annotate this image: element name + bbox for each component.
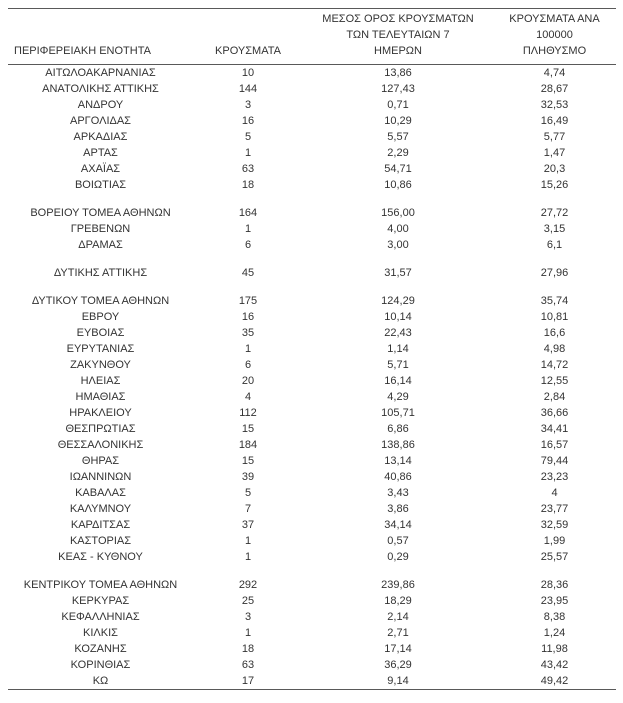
cases-cell: 1 bbox=[244, 343, 252, 355]
avg7days-cell: 5,57 bbox=[387, 131, 409, 143]
per100k-cell: 20,3 bbox=[543, 163, 566, 175]
header-per100k-line1: ΚΡΟΥΣΜΑΤΑ ΑΝΑ 100000 bbox=[509, 13, 600, 41]
cases-cell: 45 bbox=[241, 267, 255, 279]
avg7days-cell: 9,14 bbox=[387, 675, 409, 687]
avg7days-cell: 4,00 bbox=[387, 223, 409, 235]
region-cell: ΚΑΣΤΟΡΙΑΣ bbox=[69, 535, 132, 547]
table-row bbox=[8, 341, 616, 357]
region-cell: ΚΩ bbox=[92, 675, 109, 687]
header-region-label: ΠΕΡΙΦΕΡΕΙΑΚΗ ΕΝΟΤΗΤΑ bbox=[14, 45, 151, 57]
region-cell: ΔΥΤΙΚΗΣ ΑΤΤΙΚΗΣ bbox=[53, 267, 148, 279]
region-cell: ΚΕΡΚΥΡΑΣ bbox=[71, 595, 130, 607]
header-per100k bbox=[493, 9, 616, 65]
header-row bbox=[8, 9, 616, 65]
cases-cell: 1 bbox=[244, 147, 252, 159]
region-cell: ΚΑΛΥΜΝΟΥ bbox=[69, 503, 132, 515]
avg7days-cell: 36,29 bbox=[384, 659, 412, 671]
region-cell: ΚΕΝΤΡΙΚΟΥ ΤΟΜΕΑ ΑΘΗΝΩΝ bbox=[23, 579, 178, 591]
region-cell: ΑΡΓΟΛΙΔΑΣ bbox=[70, 115, 131, 127]
table-row bbox=[8, 293, 616, 309]
per100k-cell: 28,36 bbox=[540, 579, 569, 591]
per100k-cell: 14,72 bbox=[540, 359, 569, 371]
table-row bbox=[8, 373, 616, 389]
cases-cell: 1 bbox=[244, 223, 252, 235]
region-cell: ΑΡΚΑΔΙΑΣ bbox=[73, 131, 128, 143]
region-cell: ΙΩΑΝΝΙΝΩΝ bbox=[69, 471, 132, 483]
avg7days-cell: 40,86 bbox=[384, 471, 412, 483]
group-gap bbox=[8, 281, 616, 293]
avg7days-cell: 4,29 bbox=[387, 391, 409, 403]
region-cell: ΑΧΑΪΑΣ bbox=[80, 163, 121, 175]
region-cell: ΕΥΒΟΙΑΣ bbox=[76, 327, 125, 339]
region-cell: ΑΙΤΩΛΟΑΚΑΡΝΑΝΙΑΣ bbox=[45, 67, 156, 79]
group-gap-cell bbox=[8, 193, 616, 205]
region-cell: ΘΕΣΣΑΛΟΝΙΚΗΣ bbox=[57, 439, 144, 451]
avg7days-cell: 31,57 bbox=[384, 267, 412, 279]
header-avg7days-line2: ΤΩΝ ΤΕΛΕΥΤΑΙΩΝ 7 bbox=[346, 29, 450, 41]
header-per100k-line2: ΠΛΗΘΥΣΜΟ bbox=[522, 45, 587, 57]
cases-cell: 1 bbox=[244, 551, 252, 563]
avg7days-cell: 54,71 bbox=[384, 163, 412, 175]
per100k-cell: 36,66 bbox=[540, 407, 569, 419]
cases-cell: 39 bbox=[241, 471, 255, 483]
cases-cell: 5 bbox=[244, 487, 252, 499]
per100k-cell: 10,81 bbox=[540, 311, 569, 323]
per100k-cell: 12,55 bbox=[540, 375, 569, 387]
region-cell: ΓΡΕΒΕΝΩΝ bbox=[70, 223, 131, 235]
region-cell: ΕΒΡΟΥ bbox=[81, 311, 120, 323]
table-row bbox=[8, 145, 616, 161]
region-cell: ΖΑΚΥΝΘΟΥ bbox=[70, 359, 131, 371]
cases-cell: 164 bbox=[238, 207, 258, 219]
avg7days-cell: 18,29 bbox=[384, 595, 412, 607]
table-row bbox=[8, 517, 616, 533]
table-row bbox=[8, 265, 616, 281]
cases-cell: 3 bbox=[244, 99, 252, 111]
avg7days-cell: 127,43 bbox=[381, 83, 415, 95]
table-row bbox=[8, 65, 616, 82]
avg7days-cell: 0,57 bbox=[387, 535, 409, 547]
region-cell: ΚΑΒΑΛΑΣ bbox=[75, 487, 126, 499]
cases-cell: 20 bbox=[241, 375, 255, 387]
region-cell: ΗΡΑΚΛΕΙΟΥ bbox=[69, 407, 132, 419]
cases-cell: 15 bbox=[241, 455, 255, 467]
per100k-cell: 8,38 bbox=[543, 611, 566, 623]
region-cell: ΚΟΖΑΝΗΣ bbox=[74, 643, 127, 655]
table-row bbox=[8, 161, 616, 177]
per100k-cell: 4,98 bbox=[543, 343, 566, 355]
cases-cell: 25 bbox=[241, 595, 255, 607]
table-row bbox=[8, 221, 616, 237]
avg7days-cell: 2,71 bbox=[387, 627, 409, 639]
region-cell: ΚΕΦΑΛΛΗΝΙΑΣ bbox=[61, 611, 140, 623]
avg7days-cell: 2,29 bbox=[387, 147, 409, 159]
cases-cell: 292 bbox=[238, 579, 258, 591]
per100k-cell: 79,44 bbox=[540, 455, 569, 467]
per100k-cell: 5,77 bbox=[543, 131, 566, 143]
per100k-cell: 16,57 bbox=[540, 439, 569, 451]
table-row bbox=[8, 609, 616, 625]
avg7days-cell: 3,86 bbox=[387, 503, 409, 515]
table-row bbox=[8, 97, 616, 113]
cases-cell: 1 bbox=[244, 627, 252, 639]
region-cell: ΕΥΡΥΤΑΝΙΑΣ bbox=[66, 343, 135, 355]
table-row bbox=[8, 113, 616, 129]
group-gap bbox=[8, 193, 616, 205]
cases-cell: 4 bbox=[244, 391, 252, 403]
cases-cell: 184 bbox=[238, 439, 258, 451]
region-cell: ΚΑΡΔΙΤΣΑΣ bbox=[70, 519, 131, 531]
cases-cell: 6 bbox=[244, 239, 252, 251]
per100k-cell: 49,42 bbox=[540, 675, 569, 687]
group-gap-cell bbox=[8, 281, 616, 293]
header-avg7days-line3: ΗΜΕΡΩΝ bbox=[374, 45, 422, 57]
per100k-cell: 43,42 bbox=[540, 659, 569, 671]
per100k-cell: 16,49 bbox=[540, 115, 569, 127]
header-avg7days bbox=[303, 9, 493, 65]
per100k-cell: 35,74 bbox=[540, 295, 569, 307]
avg7days-cell: 34,14 bbox=[384, 519, 412, 531]
avg7days-cell: 10,29 bbox=[384, 115, 412, 127]
table-row bbox=[8, 641, 616, 657]
table-row bbox=[8, 205, 616, 221]
cases-cell: 15 bbox=[241, 423, 255, 435]
avg7days-cell: 16,14 bbox=[384, 375, 412, 387]
avg7days-cell: 6,86 bbox=[387, 423, 409, 435]
cases-cell: 18 bbox=[241, 643, 255, 655]
per100k-cell: 11,98 bbox=[541, 643, 568, 655]
cases-cell: 18 bbox=[241, 179, 255, 191]
region-cell: ΗΛΕΙΑΣ bbox=[80, 375, 121, 387]
per100k-cell: 4,74 bbox=[543, 67, 566, 79]
cases-cell: 63 bbox=[241, 163, 255, 175]
avg7days-cell: 10,86 bbox=[384, 179, 412, 191]
group-gap bbox=[8, 253, 616, 265]
header-avg7days-line1: ΜΕΣΟΣ ΟΡΟΣ ΚΡΟΥΣΜΑΤΩΝ bbox=[322, 13, 474, 25]
region-cell: ΔΡΑΜΑΣ bbox=[78, 239, 123, 251]
table-row bbox=[8, 533, 616, 549]
region-cell: ΑΝΑΤΟΛΙΚΗΣ ΑΤΤΙΚΗΣ bbox=[42, 83, 159, 95]
per100k-cell: 1,99 bbox=[543, 535, 566, 547]
avg7days-cell: 0,71 bbox=[387, 99, 409, 111]
table-header bbox=[8, 9, 616, 65]
cases-cell: 63 bbox=[241, 659, 255, 671]
table-row bbox=[8, 389, 616, 405]
table-row bbox=[8, 405, 616, 421]
cases-cell: 5 bbox=[244, 131, 252, 143]
cases-cell: 7 bbox=[244, 503, 252, 515]
table-row bbox=[8, 81, 616, 97]
avg7days-cell: 1,14 bbox=[387, 343, 409, 355]
per100k-cell: 16,6 bbox=[543, 327, 566, 339]
per100k-cell: 23,95 bbox=[540, 595, 569, 607]
cases-cell: 1 bbox=[244, 535, 252, 547]
cases-cell: 175 bbox=[238, 295, 258, 307]
cases-cell: 16 bbox=[241, 311, 255, 323]
cases-cell: 17 bbox=[241, 675, 255, 687]
regional-cases-table bbox=[8, 8, 616, 690]
avg7days-cell: 2,14 bbox=[387, 611, 409, 623]
per100k-cell: 4 bbox=[551, 487, 558, 499]
header-region bbox=[8, 9, 193, 65]
per100k-cell: 1,24 bbox=[543, 627, 566, 639]
header-cases bbox=[193, 9, 303, 65]
avg7days-cell: 105,71 bbox=[381, 407, 415, 419]
region-cell: ΘΗΡΑΣ bbox=[81, 455, 120, 467]
cases-cell: 6 bbox=[244, 359, 252, 371]
per100k-cell: 34,41 bbox=[540, 423, 569, 435]
cases-cell: 144 bbox=[238, 83, 258, 95]
region-cell: ΘΕΣΠΡΩΤΙΑΣ bbox=[65, 423, 136, 435]
avg7days-cell: 156,00 bbox=[381, 207, 415, 219]
avg7days-cell: 138,86 bbox=[381, 439, 415, 451]
table-row bbox=[8, 657, 616, 673]
per100k-cell: 25,57 bbox=[540, 551, 569, 563]
table-row bbox=[8, 549, 616, 565]
cases-cell: 35 bbox=[241, 327, 255, 339]
region-cell: ΑΝΔΡΟΥ bbox=[77, 99, 124, 111]
region-cell: ΔΥΤΙΚΟΥ ΤΟΜΕΑ ΑΘΗΝΩΝ bbox=[31, 295, 170, 307]
table-row bbox=[8, 577, 616, 593]
region-cell: ΒΟΡΕΙΟΥ ΤΟΜΕΑ ΑΘΗΝΩΝ bbox=[30, 207, 171, 219]
per100k-cell: 1,47 bbox=[543, 147, 566, 159]
avg7days-cell: 3,43 bbox=[387, 487, 409, 499]
table-body bbox=[8, 65, 616, 690]
avg7days-cell: 17,14 bbox=[384, 643, 412, 655]
per100k-cell: 28,67 bbox=[540, 83, 569, 95]
table-row bbox=[8, 593, 616, 609]
region-cell: ΒΟΙΩΤΙΑΣ bbox=[74, 179, 127, 191]
avg7days-cell: 10,14 bbox=[384, 311, 412, 323]
avg7days-cell: 239,86 bbox=[381, 579, 415, 591]
table-row bbox=[8, 673, 616, 690]
header-cases-label: ΚΡΟΥΣΜΑΤΑ bbox=[215, 45, 281, 57]
region-cell: ΚΙΛΚΙΣ bbox=[83, 627, 118, 639]
region-cell: ΚΕΑΣ - ΚΥΘΝΟΥ bbox=[58, 551, 143, 563]
avg7days-cell: 0,29 bbox=[387, 551, 409, 563]
per100k-cell: 23,77 bbox=[540, 503, 569, 515]
avg7days-cell: 124,29 bbox=[381, 295, 415, 307]
table-row bbox=[8, 453, 616, 469]
region-cell: ΚΟΡΙΝΘΙΑΣ bbox=[70, 659, 131, 671]
per100k-cell: 32,53 bbox=[540, 99, 569, 111]
table-row bbox=[8, 177, 616, 193]
table-row bbox=[8, 237, 616, 253]
table-row bbox=[8, 309, 616, 325]
avg7days-cell: 13,14 bbox=[384, 455, 412, 467]
cases-cell: 10 bbox=[241, 67, 255, 79]
region-cell: ΗΜΑΘΙΑΣ bbox=[75, 391, 126, 403]
per100k-cell: 6,1 bbox=[546, 239, 563, 251]
per100k-cell: 3,15 bbox=[543, 223, 566, 235]
group-gap-cell bbox=[8, 565, 616, 577]
table-row bbox=[8, 501, 616, 517]
table-row bbox=[8, 357, 616, 373]
per100k-cell: 32,59 bbox=[540, 519, 569, 531]
avg7days-cell: 22,43 bbox=[384, 327, 412, 339]
table-row bbox=[8, 437, 616, 453]
table-row bbox=[8, 129, 616, 145]
cases-cell: 3 bbox=[244, 611, 252, 623]
avg7days-cell: 13,86 bbox=[384, 67, 412, 79]
table-row bbox=[8, 421, 616, 437]
per100k-cell: 2,84 bbox=[543, 391, 566, 403]
group-gap bbox=[8, 565, 616, 577]
cases-cell: 37 bbox=[241, 519, 255, 531]
table-row bbox=[8, 469, 616, 485]
per100k-cell: 15,26 bbox=[540, 179, 569, 191]
avg7days-cell: 5,71 bbox=[387, 359, 409, 371]
group-gap-cell bbox=[8, 253, 616, 265]
table-row bbox=[8, 325, 616, 341]
cases-cell: 112 bbox=[239, 407, 257, 419]
cases-cell: 16 bbox=[241, 115, 255, 127]
table-row bbox=[8, 625, 616, 641]
per100k-cell: 27,96 bbox=[540, 267, 569, 279]
region-cell: ΑΡΤΑΣ bbox=[83, 147, 118, 159]
per100k-cell: 27,72 bbox=[540, 207, 569, 219]
avg7days-cell: 3,00 bbox=[387, 239, 409, 251]
table-row bbox=[8, 485, 616, 501]
per100k-cell: 23,23 bbox=[540, 471, 569, 483]
